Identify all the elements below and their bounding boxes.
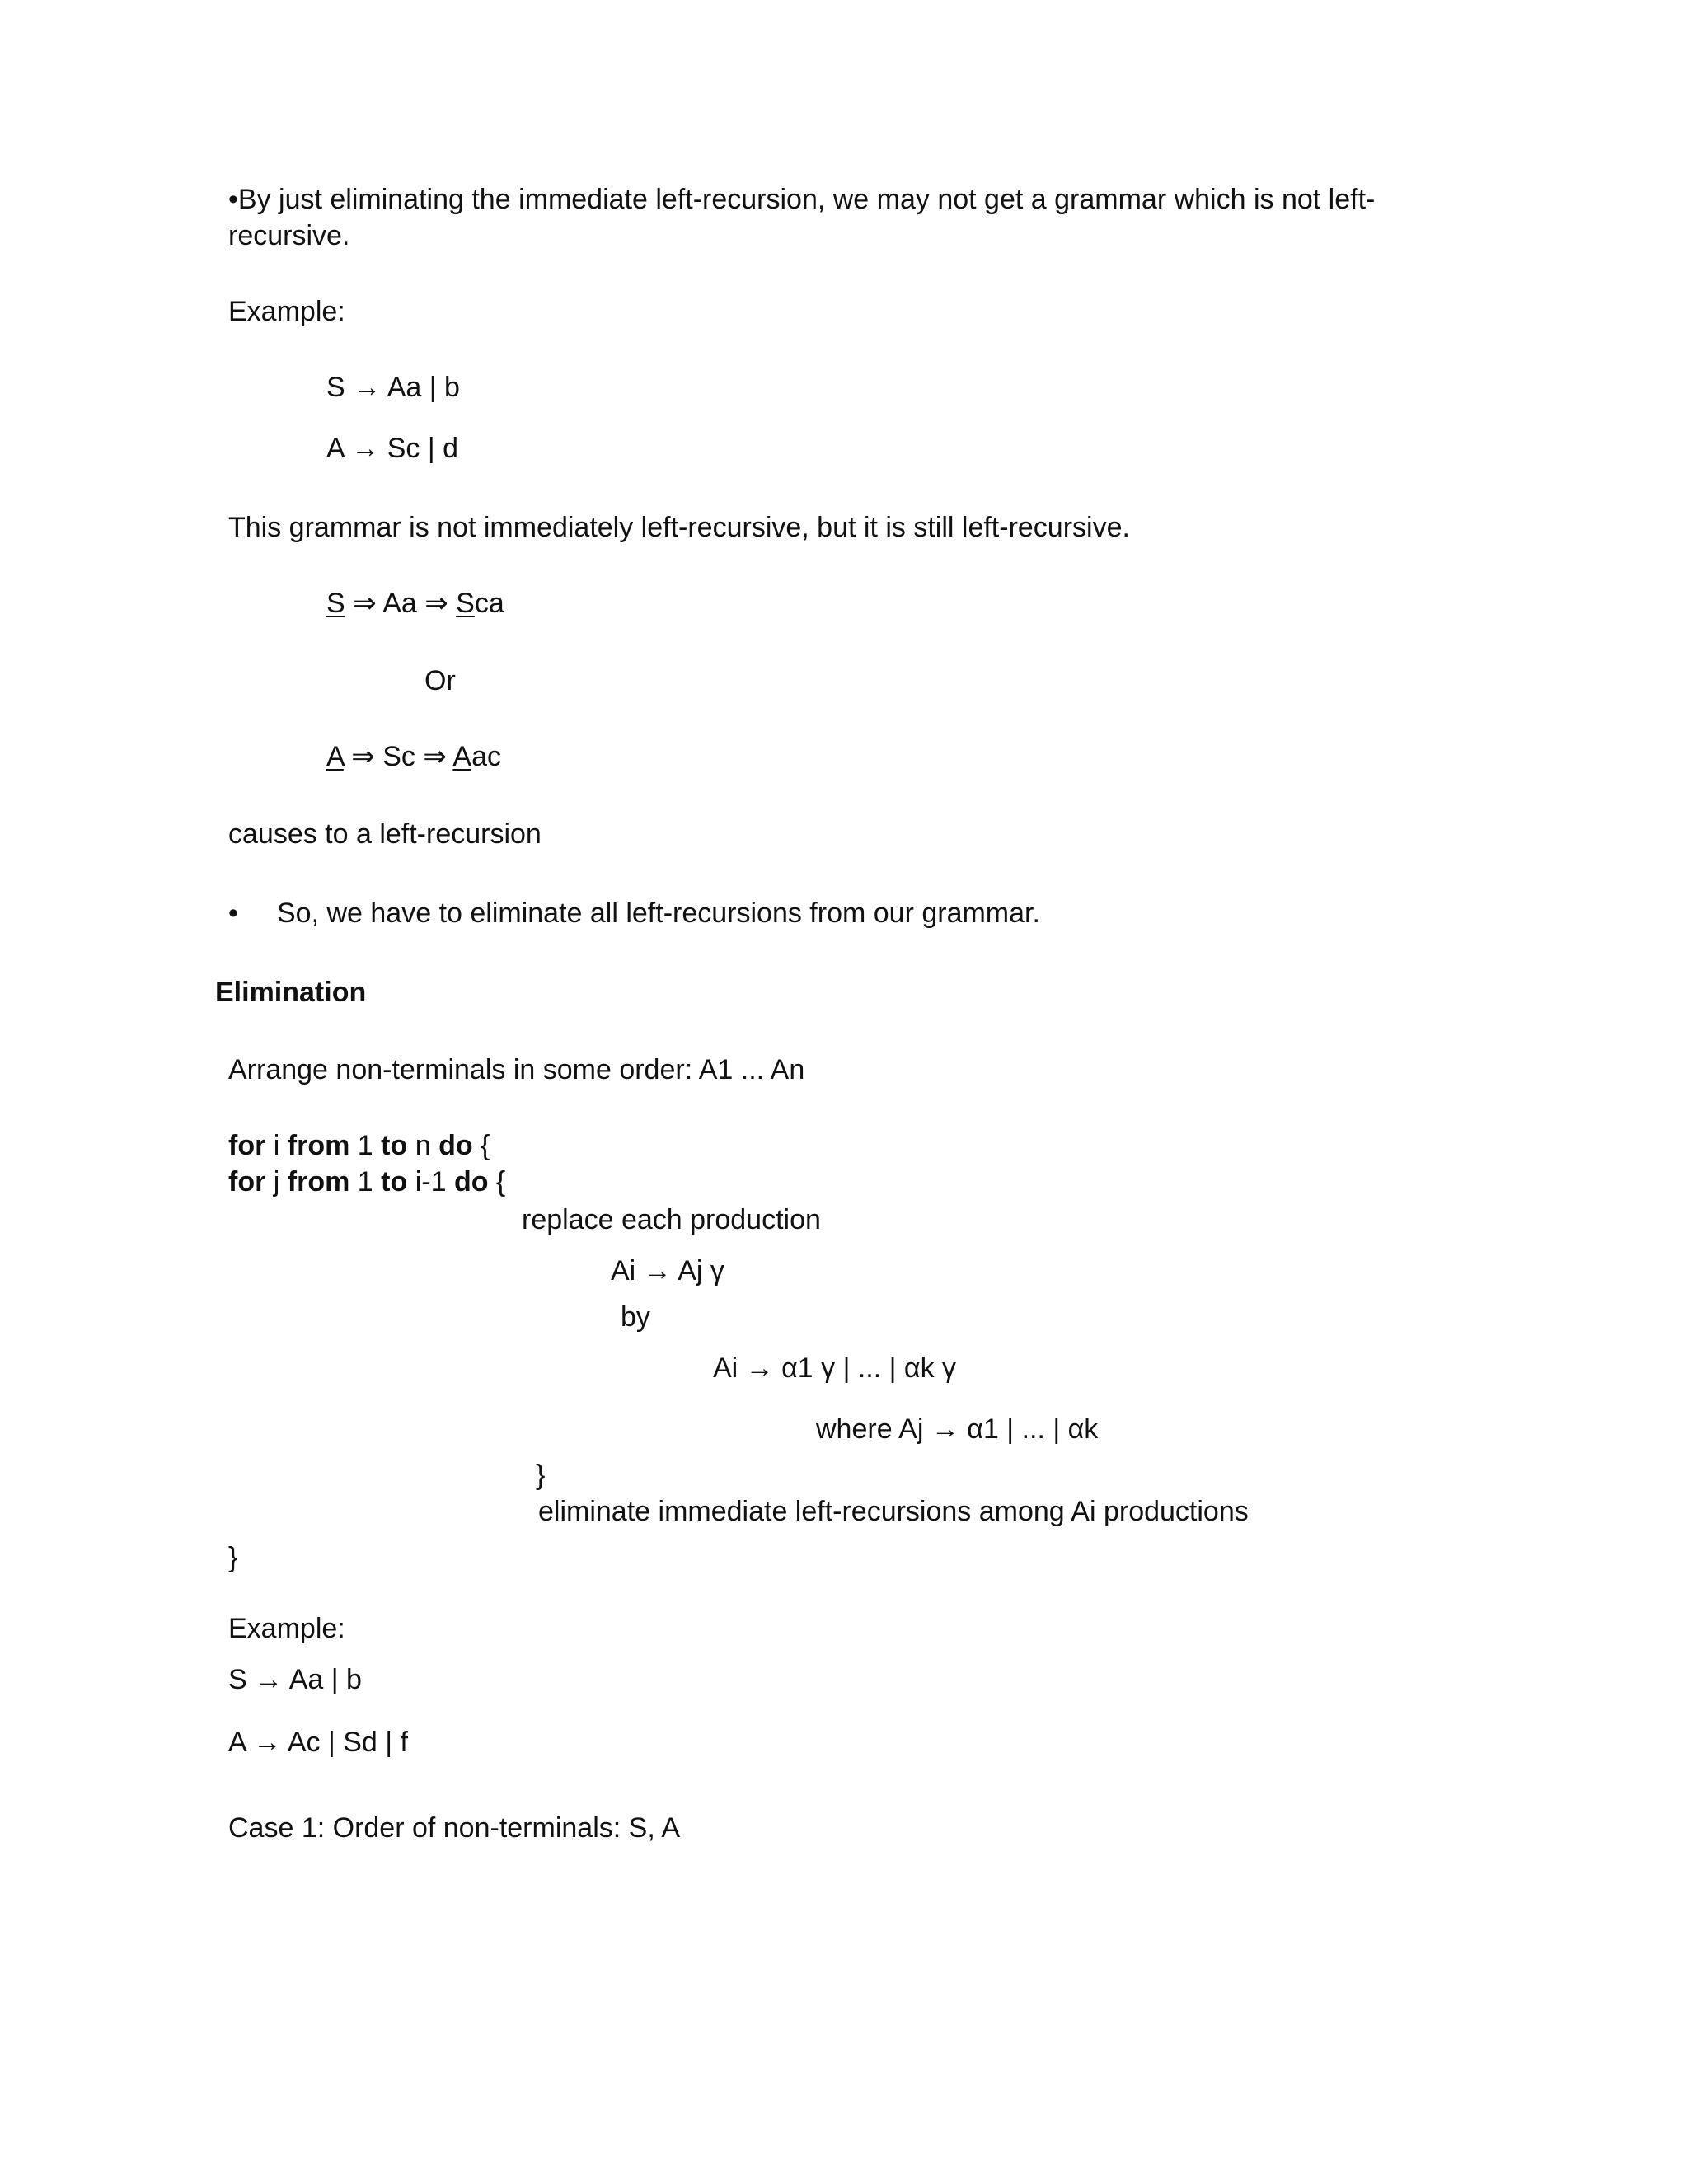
derivation-a-steps: ⇒ Sc ⇒ bbox=[343, 741, 453, 772]
keyword-to: to bbox=[381, 1166, 408, 1197]
eliminate-text: eliminate immediate left-recursions among Ai productions bbox=[538, 1496, 1249, 1527]
keyword-do: do bbox=[438, 1130, 473, 1161]
loop-inner bbox=[228, 1164, 505, 1200]
derivation-a-end-symbol: A bbox=[452, 741, 472, 772]
grammar-rule-s: S → Aa | b bbox=[228, 1664, 362, 1695]
loop-outer bbox=[228, 1127, 490, 1164]
grammar-rule-s: S → Aa | b bbox=[326, 372, 460, 403]
section-heading: Elimination bbox=[215, 977, 367, 1008]
example-label: Example: bbox=[228, 296, 345, 327]
loop-var: j bbox=[265, 1166, 288, 1197]
inner-close-brace: } bbox=[536, 1460, 546, 1491]
loop-end: n bbox=[407, 1130, 439, 1161]
derivation-a-start: A bbox=[326, 741, 344, 772]
derivation-a bbox=[326, 738, 501, 775]
keyword-from: from bbox=[287, 1166, 350, 1197]
open-brace: { bbox=[472, 1130, 490, 1161]
causes-text: causes to a left-recursion bbox=[228, 818, 542, 850]
production-rule: Ai → Aj γ bbox=[611, 1255, 724, 1286]
left-recursive-note: This grammar is not immediately left-recursive, but it is still left-recursive. bbox=[228, 512, 1130, 543]
where-clause: where Aj → α1 | ... | αk bbox=[816, 1413, 1099, 1445]
intro-line-2: recursive. bbox=[228, 220, 350, 251]
derivation-s-end-symbol: S bbox=[456, 588, 475, 619]
derivation-a-end-rest: ac bbox=[471, 741, 501, 772]
loop-start: 1 bbox=[349, 1166, 382, 1197]
keyword-to: to bbox=[381, 1130, 408, 1161]
loop-var: i bbox=[265, 1130, 288, 1161]
outer-close-brace: } bbox=[228, 1542, 238, 1573]
grammar-rule-a: A → Sc | d bbox=[326, 433, 459, 464]
grammar-rule-a: A → Ac | Sd | f bbox=[228, 1727, 408, 1758]
new-production-rule: Ai → α1 γ | ... | αk γ bbox=[713, 1352, 957, 1384]
or-text: Or bbox=[424, 665, 456, 696]
derivation-s-end-rest: ca bbox=[474, 588, 504, 619]
arrange-text: Arrange non-terminals in some order: A1 ... An bbox=[228, 1054, 805, 1085]
case-1-text: Case 1: Order of non-terminals: S, A bbox=[228, 1812, 681, 1844]
bullet-mark: • bbox=[228, 898, 238, 929]
by-text: by bbox=[621, 1301, 650, 1333]
example-label: Example: bbox=[228, 1613, 345, 1644]
loop-start: 1 bbox=[349, 1130, 382, 1161]
open-brace: { bbox=[488, 1166, 506, 1197]
derivation-s-steps: ⇒ Aa ⇒ bbox=[345, 588, 457, 619]
keyword-do: do bbox=[453, 1166, 489, 1197]
derivation-s-start: S bbox=[326, 588, 345, 619]
bullet-text: So, we have to eliminate all left-recursions from our grammar. bbox=[277, 898, 1040, 929]
keyword-for: for bbox=[228, 1166, 266, 1197]
keyword-for: for bbox=[228, 1130, 266, 1161]
replace-text: replace each production bbox=[522, 1204, 821, 1235]
loop-end: i-1 bbox=[407, 1166, 454, 1197]
derivation-s bbox=[326, 585, 504, 621]
keyword-from: from bbox=[287, 1130, 350, 1161]
intro-line-1: •By just eliminating the immediate left-recursion, we may not get a grammar which is not left- bbox=[228, 184, 1376, 215]
